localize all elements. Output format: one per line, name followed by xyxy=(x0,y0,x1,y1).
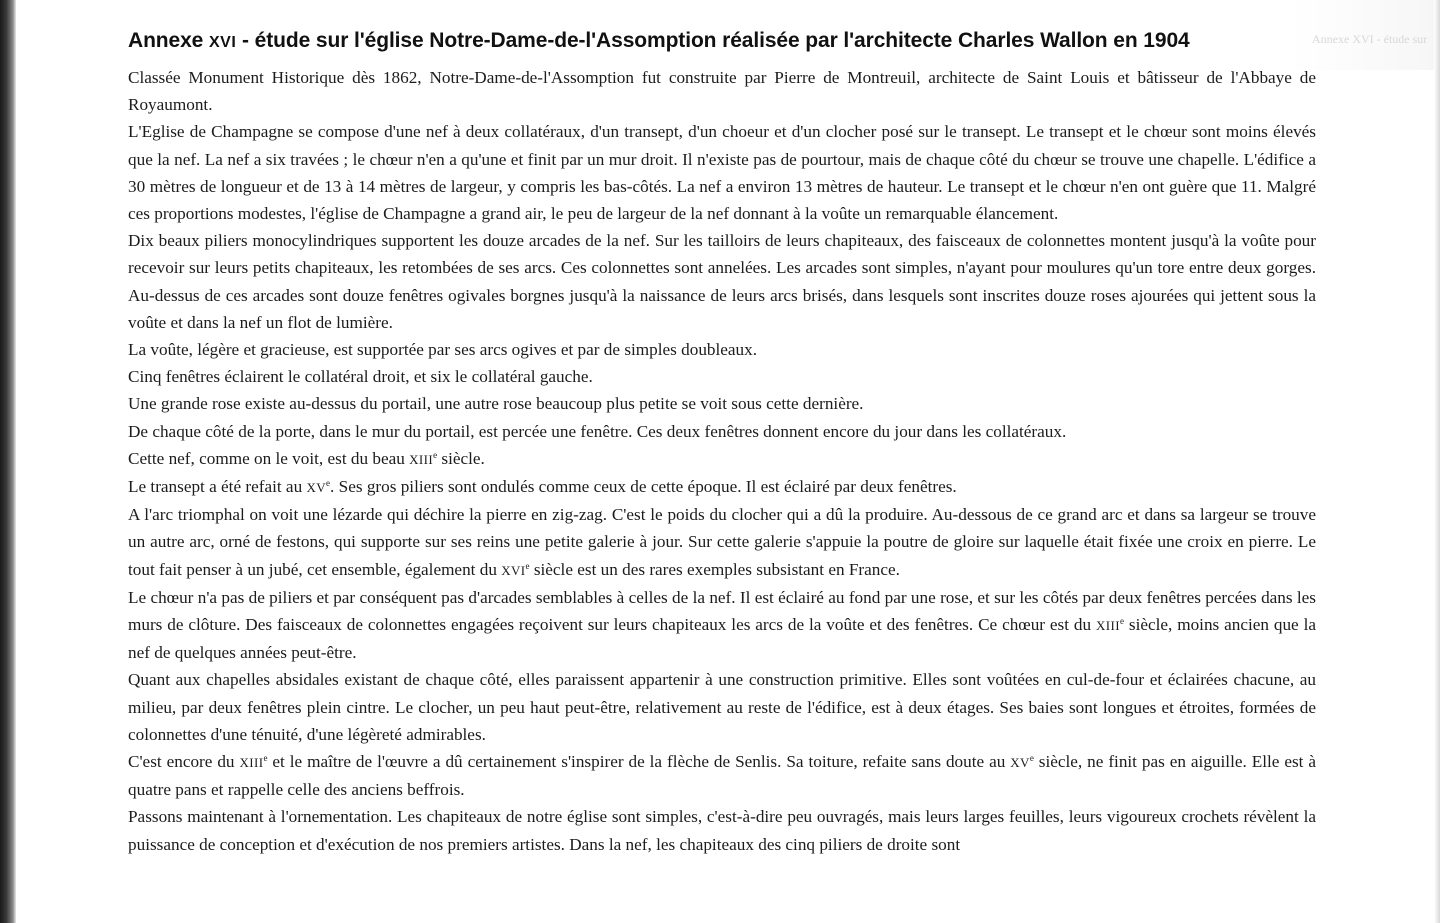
paragraph: La voûte, légère et gracieuse, est supportée par ses arcs ogives et par de simples doubleaux. xyxy=(128,340,758,360)
text-run: siècle, moins ancien que la nef de quelques années peut-être. xyxy=(128,615,1316,663)
century-numeral: XIII xyxy=(1096,618,1120,634)
paragraph: Une grande rose existe au-dessus du portail, une autre rose beaucoup plus petite se voit sous cette dernière. xyxy=(128,394,864,414)
century-numeral: XVI xyxy=(501,562,526,578)
text-run: Cette nef, comme on le voit, est du beau xyxy=(128,448,410,468)
century-numeral: XIII xyxy=(409,451,434,467)
paragraph: Quant aux chapelles absidales existant de chaque côté, elles paraissent appartenir à une construction primitive. Elles sont voûtées en cul-de-four et éclairées chacune, au milieu, par deux fenêtres plein cintre. Le clocher, un peu haut peut-être, relativement au reste de l'édifice, est à deux étages. Ses baies sont longues et étroites, formées de colonnettes d'une ténuité, d'une légèreté admirables. xyxy=(128,670,1316,744)
text-run: Le chœur n'a pas de piliers et par conséquent pas d'arcades semblables à celles de la nef. Il est éclairé au fond par une rose, et sur les côtés par deux fenêtres percées dans les murs de clôture. Des faisceaux de colonnettes engagées reçoivent sur leurs chapiteaux les arcs de la voûte et des fenêtres. Ce chœur est du xyxy=(128,587,1316,635)
title-prefix: Annexe xyxy=(128,29,209,52)
document-page xyxy=(128,28,1316,858)
superscript: e xyxy=(433,449,438,460)
body-text xyxy=(128,64,1316,858)
text-run: siècle, ne finit pas en aiguille. Elle est à quatre pans et rappelle celle des anciens beffrois. xyxy=(128,752,1316,800)
paragraph xyxy=(128,584,1316,667)
page-title xyxy=(128,28,1316,56)
paragraph: Passons maintenant à l'ornementation. Les chapiteaux de notre église sont simples, c'est-à-dire peu ouvragés, mais leurs larges feuilles, leurs vigoureux crochets révèlent la puissance de conception et d'exécution de nos premiers artistes. Dans la nef, les chapiteaux des cinq piliers de droite sont xyxy=(128,807,1316,854)
paragraph xyxy=(128,473,1316,501)
text-run: siècle est un des rares exemples subsistant en France. xyxy=(529,559,900,579)
paragraph xyxy=(128,445,1316,473)
superscript: e xyxy=(263,753,268,764)
century-numeral: XV xyxy=(306,480,327,496)
paragraph xyxy=(128,748,1316,803)
title-numeral: XVI xyxy=(209,34,237,51)
text-run: Le transept a été refait au xyxy=(128,477,307,497)
paragraph: L'Eglise de Champagne se compose d'une nef à deux collatéraux, d'un transept, d'un choeur et d'un clocher posé sur le transept. Le transept et le chœur sont moins élevés que la nef. La nef a six travées ; le chœur n'en a qu'une et finit par un mur droit. Il n'existe pas de pourtour, mais de chaque côté du chœur se trouve une chapelle. L'édifice a 30 mètres de longueur et de 13 à 14 mètres de largeur, y compris les bas-côtés. La nef a environ 13 mètres de hauteur. Le transept et le chœur n'en ont guère que 11. Malgré ces proportions modestes, l'église de Champagne a grand air, le peu de largeur de la nef donnant à la voûte un remarquable élancement. xyxy=(128,122,1316,224)
text-run: . Ses gros piliers sont ondulés comme ceux de cette époque. Il est éclairé par deux fenêtres. xyxy=(330,477,957,497)
text-run: siècle. xyxy=(437,448,485,468)
paragraph: Cinq fenêtres éclairent le collatéral droit, et six le collatéral gauche. xyxy=(128,367,593,387)
page-edge xyxy=(1434,0,1440,923)
book-spine-shadow xyxy=(0,0,16,923)
superscript: e xyxy=(525,560,530,571)
text-run: et le maître de l'œuvre a dû certainement s'inspirer de la flèche de Senlis. Sa toiture, refaite sans doute au xyxy=(267,752,1011,772)
text-run: A l'arc triomphal on voit une lézarde qui déchire la pierre en zig-zag. C'est le poids du clocher qui a dû la produire. Au-dessous de ce grand arc et dans sa largeur se trouve un autre arc, orné de festons, qui supporte sur ses reins une petite galerie à jour. Sur cette galerie s'appuie la poutre de gloire sur laquelle était fixée une croix en pierre. Le tout fait penser à un jubé, cet ensemble, également du xyxy=(128,505,1316,579)
text-run: C'est encore du xyxy=(128,752,240,772)
paragraph: Dix beaux piliers monocylindriques supportent les douze arcades de la nef. Sur les tailloirs de leurs chapiteaux, des faisceaux de colonnettes montent jusqu'à la voûte pour recevoir sur leurs petits chapiteaux, les retombées de ses arcs. Ces colonnettes sont annelées. Les arcades sont simples, n'ayant pour moulures qu'un tore entre deux gorges. Au-dessus de ces arcades sont douze fenêtres ogivales borgnes jusqu'à la naissance de leurs arcs brisés, dans lesquels sont inscrites douze roses ajourées qui jettent sous la voûte et dans la nef un flot de lumière. xyxy=(128,231,1316,332)
title-rest: - étude sur l'église Notre-Dame-de-l'Assomption réalisée par l'architecte Charles Wallon en 1904 xyxy=(236,29,1190,52)
paragraph xyxy=(128,501,1316,584)
century-numeral: XIII xyxy=(239,755,264,771)
paragraph: De chaque côté de la porte, dans le mur du portail, est percée une fenêtre. Ces deux fenêtres donnent encore du jour dans les collatéraux. xyxy=(128,421,1067,441)
superscript: e xyxy=(1119,616,1124,627)
century-numeral: XV xyxy=(1010,755,1030,771)
superscript: e xyxy=(326,478,331,489)
bleed-through-text: Annexe XVI - étude sur xyxy=(1290,0,1440,70)
superscript: e xyxy=(1029,753,1034,764)
paragraph: Classée Monument Historique dès 1862, Notre-Dame-de-l'Assomption fut construite par Pierre de Montreuil, architecte de Saint Louis et bâtisseur de l'Abbaye de Royaumont. xyxy=(128,68,1316,115)
